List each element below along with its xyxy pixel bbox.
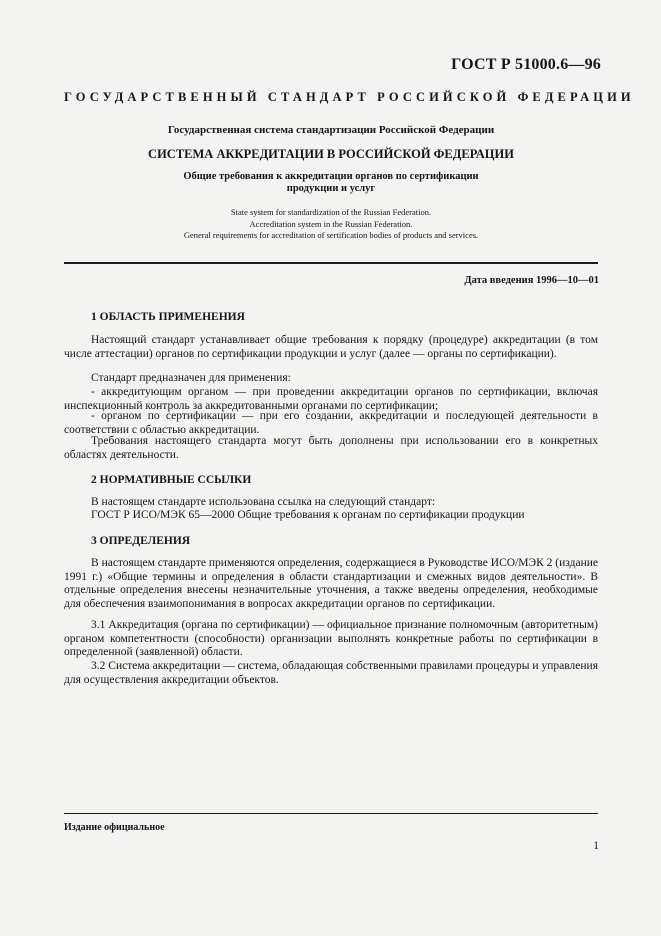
page-number: 1 <box>593 840 599 852</box>
english-title <box>64 207 598 242</box>
section-3-definition-3-1: 3.1 Аккредитация (органа по сертификации) — официальное признание полномочным (авторитетным) органом компетентности (способности) организации выполнять конкретные работы по сертификации в определенной (заявленной) области. <box>64 619 598 659</box>
subtitle-line-1: Общие требования к аккредитации органов по сертификации <box>183 171 479 182</box>
english-line-3: General requirements for accreditation of sertification bodies of products and services. <box>183 230 479 240</box>
document-subtitle <box>64 171 598 195</box>
footer-divider <box>64 813 598 814</box>
english-line-1: State system for standardization of the Russian Federation. <box>230 207 432 217</box>
section-1-paragraph-2: Стандарт предназначен для применения: <box>91 372 291 384</box>
section-3-definition-3-2: 3.2 Система аккредитации — система, обладающая собственными правилами процедуры и управления для осуществления аккредитации объектов. <box>64 660 598 686</box>
standard-banner: ГОСУДАРСТВЕННЫЙ СТАНДАРТ РОССИЙСКОЙ ФЕДЕРАЦИИ <box>64 90 635 104</box>
header-divider <box>64 262 598 264</box>
subtitle-line-2: продукции и услуг <box>286 183 376 194</box>
section-1-paragraph-1: Настоящий стандарт устанавливает общие требования к порядку (процедуре) аккредитации (в том числе аттестации) органов по сертификации продукции и услуг (далее — органы по сертификации). <box>64 334 598 360</box>
document-code: ГОСТ Р 51000.6—96 <box>451 56 601 73</box>
section-1-paragraph-5: Требования настоящего стандарта могут быть дополнены при использовании его в конкретных областях деятельности. <box>64 435 598 461</box>
section-1-paragraph-4: - органом по сертификации — при его создании, аккредитации и последующей деятельности в соответствии с областью аккредитации. <box>64 410 598 436</box>
english-line-2: Accreditation system in the Russian Federation. <box>249 218 413 229</box>
document-title: СИСТЕМА АККРЕДИТАЦИИ В РОССИЙСКОЙ ФЕДЕРАЦИИ <box>148 147 514 161</box>
system-name: Государственная система стандартизации Российской Федерации <box>167 124 495 136</box>
section-2-paragraph-1: В настоящем стандарте использована ссылка на следующий стандарт: <box>91 496 436 508</box>
introduction-date: Дата введения 1996—10—01 <box>464 275 599 286</box>
section-3-paragraph-1: В настоящем стандарте применяются определения, содержащиеся в Руководстве ИСО/МЭК 2 (издание 1991 г.) «Общие термины и определения в области стандартизации и смежных видов деятельности». В отдельные определения внесены незначительные уточнения, а также введены определения, необходимые для обеспечения взаимопонимания в вопросах аккредитации органов по сертификации. <box>64 557 598 610</box>
section-2-heading: 2 НОРМАТИВНЫЕ ССЫЛКИ <box>91 474 252 486</box>
section-2-reference: ГОСТ Р ИСО/МЭК 65—2000 Общие требования к органам по сертификации продукции <box>91 509 525 521</box>
section-3-heading: 3 ОПРЕДЕЛЕНИЯ <box>91 535 191 547</box>
edition-label: Издание официальное <box>64 822 165 833</box>
section-1-heading: 1 ОБЛАСТЬ ПРИМЕНЕНИЯ <box>91 311 245 323</box>
section-1-paragraph-3: - аккредитующим органом — при проведении аккредитации органов по сертификации, включая инспекционный контроль за аккредитованными органами по сертификации; <box>64 386 598 412</box>
